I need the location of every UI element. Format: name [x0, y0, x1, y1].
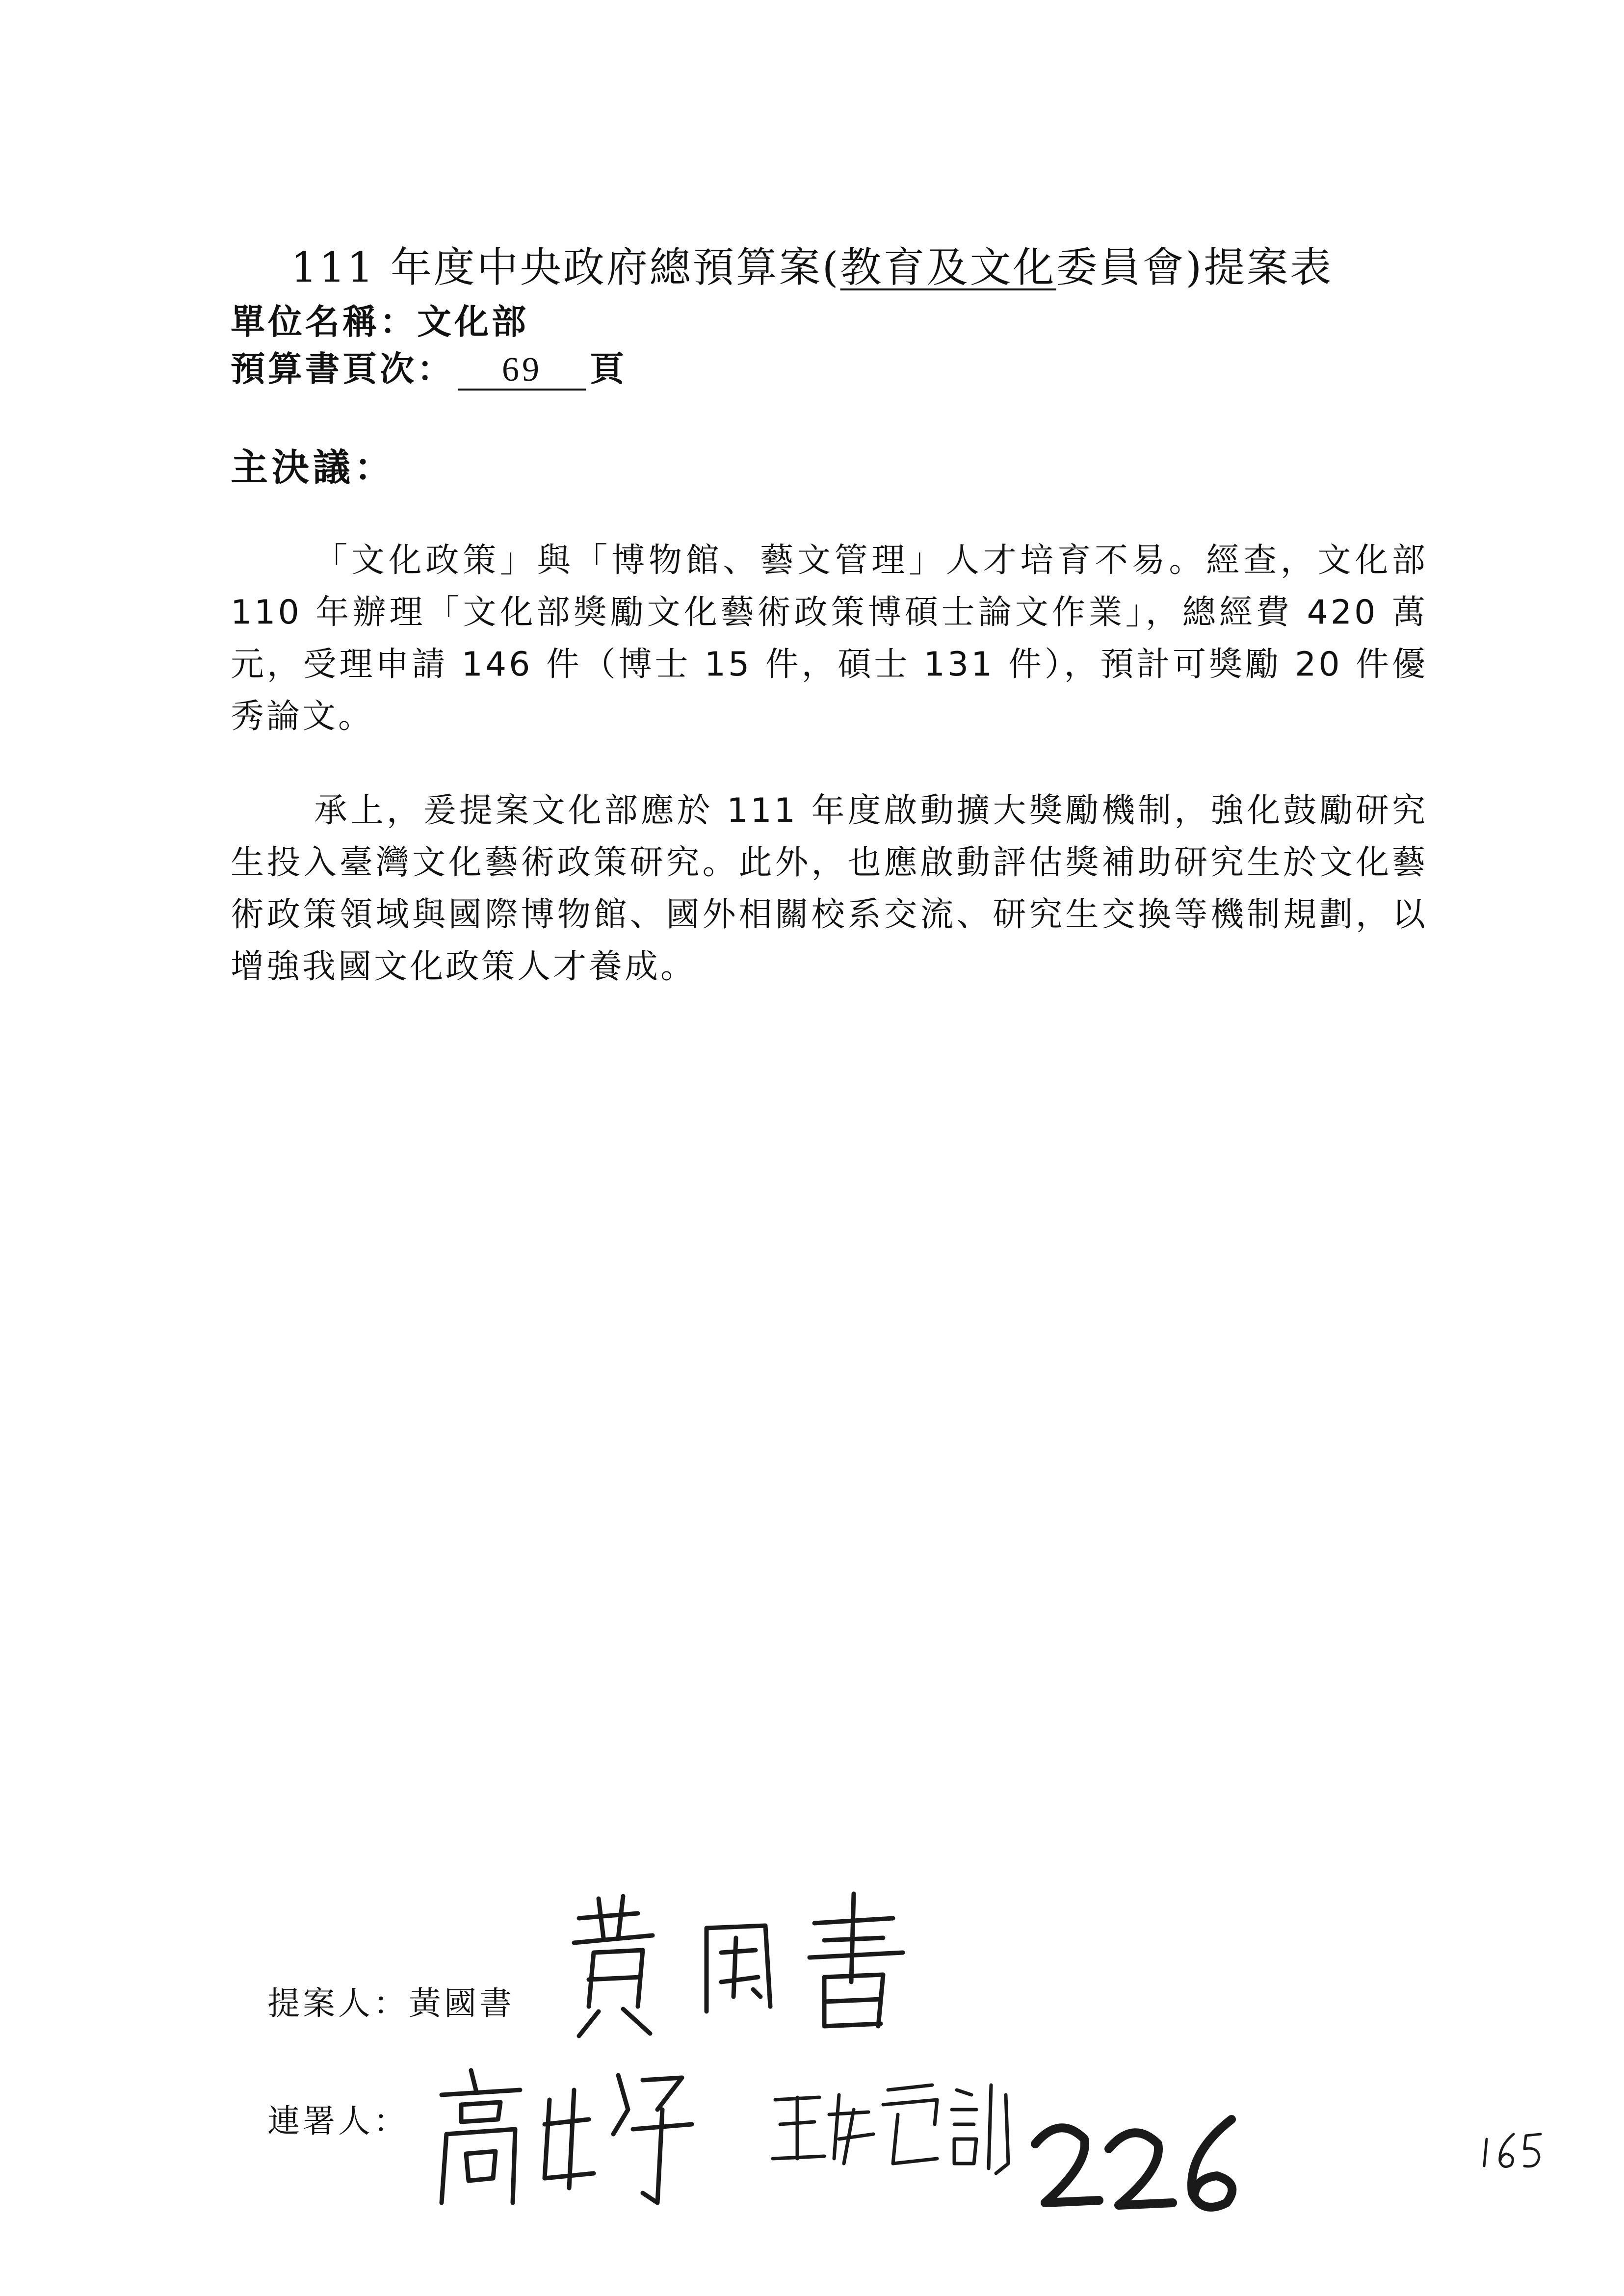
unit-value: 文化部 — [417, 301, 529, 342]
page-ref-suffix: 頁 — [590, 348, 627, 389]
document-title — [0, 235, 1624, 294]
page-number — [1479, 2127, 1548, 2173]
resolution-heading: 主決議： — [231, 445, 395, 489]
resolution-paragraph-2: 承上，爰提案文化部應於 111 年度啟動擴大獎勵機制，強化鼓勵研究生投入臺灣文化藝術政策研究。此外，也應啟動評估獎補助研究生於文化藝術政策領域與國際博物館、國外相關校系交流、研究生交換等機制規劃，以增強我國文化政策人才養成。 — [231, 791, 1428, 986]
proposer-signature — [559, 1884, 932, 2046]
title-prefix: 111 年度中央政府總預算案( — [290, 243, 840, 291]
page-ref-label: 預算書頁次： — [231, 348, 454, 389]
cosigner-signature-2 — [765, 2070, 1021, 2183]
cosigner-line — [267, 2095, 409, 2141]
proposer-line — [267, 1977, 515, 2024]
title-suffix: 委員會)提案表 — [1056, 243, 1334, 291]
page-ref-line — [231, 341, 627, 391]
handwritten-number — [1025, 2110, 1256, 2222]
page-ref-value: 69 — [458, 351, 586, 391]
unit-label: 單位名稱： — [231, 301, 417, 342]
cosigner-signature-1 — [427, 2056, 702, 2218]
proposer-name: 黃國書 — [409, 1984, 515, 2022]
cosigner-label: 連署人： — [267, 2102, 409, 2140]
proposer-label: 提案人： — [267, 1984, 409, 2022]
resolution-paragraph-1: 「文化政策」與「博物館、藝文管理」人才培育不易。經查，文化部 110 年辦理「文化部獎勵文化藝術政策博碩士論文作業」，總經費 420 萬元，受理申請 146 件（博士 15 件，碩士 131 件），預計可獎勵 20 件優秀論文。 — [231, 541, 1428, 736]
title-committee-underlined: 教育及文化 — [840, 243, 1056, 291]
unit-line — [231, 294, 529, 344]
